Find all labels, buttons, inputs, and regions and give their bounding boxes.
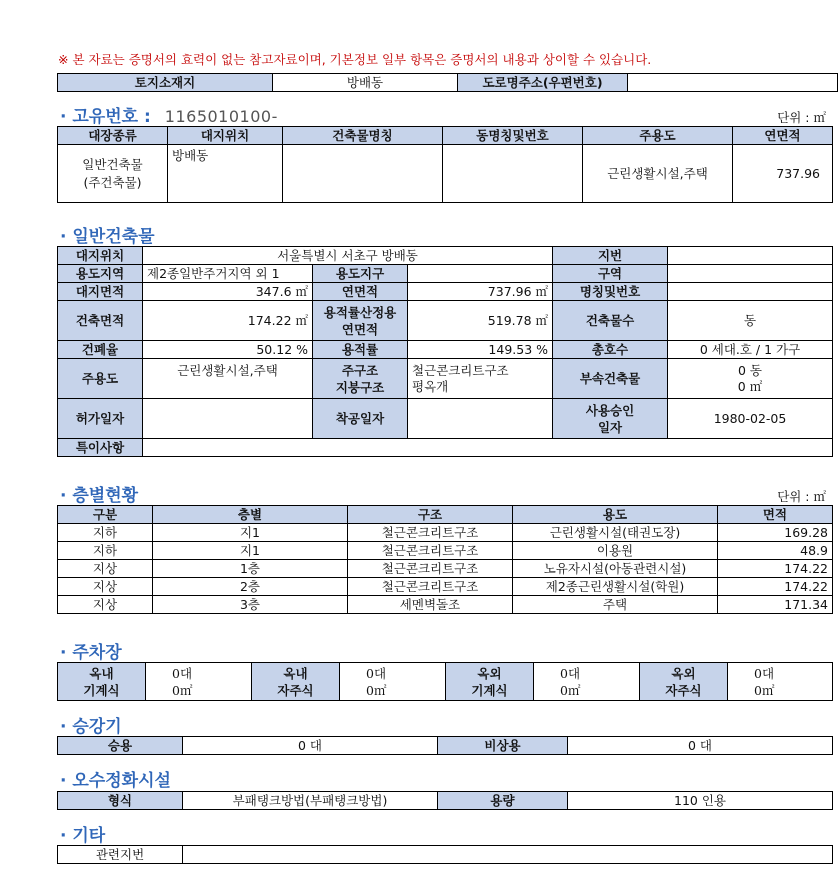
- parking-heading: · 주차장: [60, 643, 122, 663]
- sewage-heading: · 오수정화시설: [60, 771, 171, 791]
- floor-level: 3층: [153, 596, 348, 614]
- far-area-value: 519.78 ㎡: [408, 301, 553, 341]
- floor-level: 2층: [153, 578, 348, 596]
- lot-label: 지번: [553, 247, 668, 265]
- unique-no-title: · 고유번호 :: [60, 107, 151, 127]
- ledger-area-value: 737.96: [733, 145, 833, 203]
- ledger-header-type: 대장종류: [58, 127, 168, 145]
- floors-header-floor: 층별: [153, 506, 348, 524]
- district-value: [408, 265, 553, 283]
- sewage-type-label: 형식: [58, 792, 183, 810]
- sewage-capacity-label: 용량: [438, 792, 568, 810]
- floors-unit: 단위 : ㎡: [777, 489, 826, 504]
- parking-label-indoor-mech: [58, 663, 146, 701]
- area-zone-value: [668, 265, 833, 283]
- parking-value-outdoor-self: [728, 663, 833, 701]
- parking-area: 0㎡: [172, 682, 193, 698]
- parking-label-line1: 옥내: [283, 665, 308, 681]
- parking-label-outdoor-mech: [446, 663, 534, 701]
- general-table: [57, 246, 833, 457]
- parking-area: 0㎡: [754, 682, 775, 698]
- table-row: [58, 560, 833, 578]
- elevator-emergency-value: 0 대: [568, 737, 833, 755]
- zone-value: 제2종일반주거지역 외 1: [143, 265, 313, 283]
- table-row: [58, 596, 833, 614]
- floors-header-use: 용도: [513, 506, 718, 524]
- general-heading: · 일반건축물: [60, 227, 155, 247]
- floor-structure: 철근콘크리트구조: [348, 560, 513, 578]
- parking-area: 0㎡: [366, 682, 387, 698]
- ledger-table: [57, 126, 833, 203]
- ledger-name-value: [283, 145, 443, 203]
- elevator-heading: · 승강기: [60, 717, 122, 737]
- table-row: [58, 542, 833, 560]
- floor-kind: 지상: [58, 578, 153, 596]
- floor-area: 171.34: [718, 596, 833, 614]
- parking-area: 0㎡: [560, 682, 581, 698]
- etc-heading: · 기타: [60, 826, 106, 846]
- unique-no-value: 1165010100-: [164, 107, 278, 126]
- annex-label: 부속건축물: [553, 359, 668, 399]
- floor-area: 174.22: [718, 560, 833, 578]
- bcr-value: 50.12 %: [143, 341, 313, 359]
- ledger-header-area: 연면적: [733, 127, 833, 145]
- elevator-passenger-value: 0 대: [183, 737, 438, 755]
- special-label: 특이사항: [58, 439, 143, 457]
- structure-value-line2: 평옥개: [412, 378, 449, 394]
- zone-label: 용도지역: [58, 265, 143, 283]
- floor-kind: 지하: [58, 524, 153, 542]
- parking-label-outdoor-self: [640, 663, 728, 701]
- ledger-header-name: 건축물명칭: [283, 127, 443, 145]
- unique-no-unit: 단위 : ㎡: [777, 110, 826, 125]
- units-value: 0 세대.호 / 1 가구: [668, 341, 833, 359]
- parking-label-line1: 옥내: [89, 665, 114, 681]
- sewage-type-value: 부패탱크방법(부패탱크방법): [183, 792, 438, 810]
- parking-count: 0대: [172, 665, 193, 681]
- ledger-dong-value: [443, 145, 583, 203]
- floor-level: 지1: [153, 542, 348, 560]
- ledger-type-line1: 일반건축물: [82, 156, 143, 172]
- far-value: 149.53 %: [408, 341, 553, 359]
- bcr-label: 건폐율: [58, 341, 143, 359]
- ledger-header-dong: 동명칭및번호: [443, 127, 583, 145]
- floor-area-label: 연면적: [313, 283, 408, 301]
- structure-value-line1: 철근콘크리트구조: [412, 362, 509, 378]
- floor-use: 주택: [513, 596, 718, 614]
- site-value: 서울특별시 서초구 방배동: [143, 247, 553, 265]
- building-area-value: 174.22 ㎡: [143, 301, 313, 341]
- parking-value-outdoor-mech: [534, 663, 640, 701]
- parking-label-line1: 옥외: [671, 665, 696, 681]
- start-label: 착공일자: [313, 399, 408, 439]
- table-row: [58, 524, 833, 542]
- floor-area: 174.22: [718, 578, 833, 596]
- lot-value: [668, 247, 833, 265]
- parking-count: 0대: [366, 665, 387, 681]
- etc-table: [57, 845, 833, 864]
- related-lot-label: 관련지번: [58, 846, 183, 864]
- ledger-header-site: 대지위치: [168, 127, 283, 145]
- structure-value: [408, 359, 553, 399]
- notice-text: ※ 본 자료는 증명서의 효력이 없는 참고자료이며, 기본정보 일부 항목은 증명서의 내용과 상이할 수 있습니다.: [58, 52, 652, 67]
- approval-label-line1: 사용승인: [585, 402, 635, 418]
- ledger-header-use: 주용도: [583, 127, 733, 145]
- bldg-count-label: 건축물수: [553, 301, 668, 341]
- land-location-label: 토지소재지: [58, 74, 273, 92]
- floor-structure: 세멘벽돌조: [348, 596, 513, 614]
- annex-value-line2: 0 ㎡: [737, 378, 763, 394]
- structure-label-line1: 주구조: [341, 362, 379, 378]
- road-address-value: [628, 74, 838, 92]
- parking-label-line2: 자주식: [277, 682, 314, 698]
- floor-kind: 지상: [58, 560, 153, 578]
- floor-use: 근린생활시설(태권도장): [513, 524, 718, 542]
- floor-level: 지1: [153, 524, 348, 542]
- land-area-label: 대지면적: [58, 283, 143, 301]
- floors-table: [57, 505, 833, 614]
- ledger-type-line2: (주건축물): [83, 174, 142, 190]
- floor-level: 1층: [153, 560, 348, 578]
- structure-label: [313, 359, 408, 399]
- permit-label: 허가일자: [58, 399, 143, 439]
- floor-use: 제2종근린생활시설(학원): [513, 578, 718, 596]
- parking-value-indoor-mech: [146, 663, 252, 701]
- floor-use: 이용원: [513, 542, 718, 560]
- elevator-emergency-label: 비상용: [438, 737, 568, 755]
- parking-count: 0대: [754, 665, 775, 681]
- floors-header-area: 면적: [718, 506, 833, 524]
- annex-value-line1: 0 동: [738, 362, 763, 378]
- building-area-label: 건축면적: [58, 301, 143, 341]
- start-value: [408, 399, 553, 439]
- land-area-value: 347.6 ㎡: [143, 283, 313, 301]
- permit-value: [143, 399, 313, 439]
- floor-area: 169.28: [718, 524, 833, 542]
- related-lot-value: [183, 846, 833, 864]
- far-label: 용적률: [313, 341, 408, 359]
- unique-no-heading: [60, 102, 278, 127]
- parking-label-line2: 기계식: [471, 682, 508, 698]
- sewage-table: [57, 791, 833, 810]
- units-label: 총호수: [553, 341, 668, 359]
- floor-kind: 지상: [58, 596, 153, 614]
- floors-heading: · 층별현황: [60, 486, 139, 506]
- parking-label-line2: 기계식: [83, 682, 120, 698]
- sewage-capacity-value: 110 인용: [568, 792, 833, 810]
- main-use-label: 주용도: [58, 359, 143, 399]
- ledger-type-cell: [58, 145, 168, 203]
- far-area-label-line2: 연면적: [341, 321, 379, 337]
- district-label: 용도지구: [313, 265, 408, 283]
- approval-label: [553, 399, 668, 439]
- floor-kind: 지하: [58, 542, 153, 560]
- structure-label-line2: 지붕구조: [335, 379, 385, 395]
- approval-value: 1980-02-05: [668, 399, 833, 439]
- parking-label-line2: 자주식: [665, 682, 702, 698]
- elevator-table: [57, 736, 833, 755]
- floor-area-value: 737.96 ㎡: [408, 283, 553, 301]
- area-zone-label: 구역: [553, 265, 668, 283]
- floor-structure: 철근콘크리트구조: [348, 542, 513, 560]
- table-row: [58, 578, 833, 596]
- elevator-passenger-label: 승용: [58, 737, 183, 755]
- parking-value-indoor-self: [340, 663, 446, 701]
- approval-label-line2: 일자: [597, 419, 623, 435]
- far-area-label: [313, 301, 408, 341]
- ledger-site-value: 방배동: [168, 145, 283, 203]
- site-label: 대지위치: [58, 247, 143, 265]
- floor-structure: 철근콘크리트구조: [348, 578, 513, 596]
- far-area-label-line1: 용적률산정용: [323, 304, 397, 320]
- road-address-label: 도로명주소(우편번호): [458, 74, 628, 92]
- floor-area: 48.9: [718, 542, 833, 560]
- special-value: [143, 439, 833, 457]
- bldg-count-value: 동: [668, 301, 833, 341]
- floors-header-structure: 구조: [348, 506, 513, 524]
- floor-use: 노유자시설(아동관련시설): [513, 560, 718, 578]
- floor-structure: 철근콘크리트구조: [348, 524, 513, 542]
- location-table: [57, 73, 838, 92]
- name-number-value: [668, 283, 833, 301]
- floors-header-kind: 구분: [58, 506, 153, 524]
- land-location-value: 방배동: [273, 74, 458, 92]
- ledger-use-value: 근린생활시설,주택: [583, 145, 733, 203]
- parking-table: [57, 662, 833, 701]
- name-number-label: 명칭및번호: [553, 283, 668, 301]
- main-use-value: 근린생활시설,주택: [143, 359, 313, 399]
- annex-value: [668, 359, 833, 399]
- parking-label-line1: 옥외: [477, 665, 502, 681]
- parking-count: 0대: [560, 665, 581, 681]
- parking-label-indoor-self: [252, 663, 340, 701]
